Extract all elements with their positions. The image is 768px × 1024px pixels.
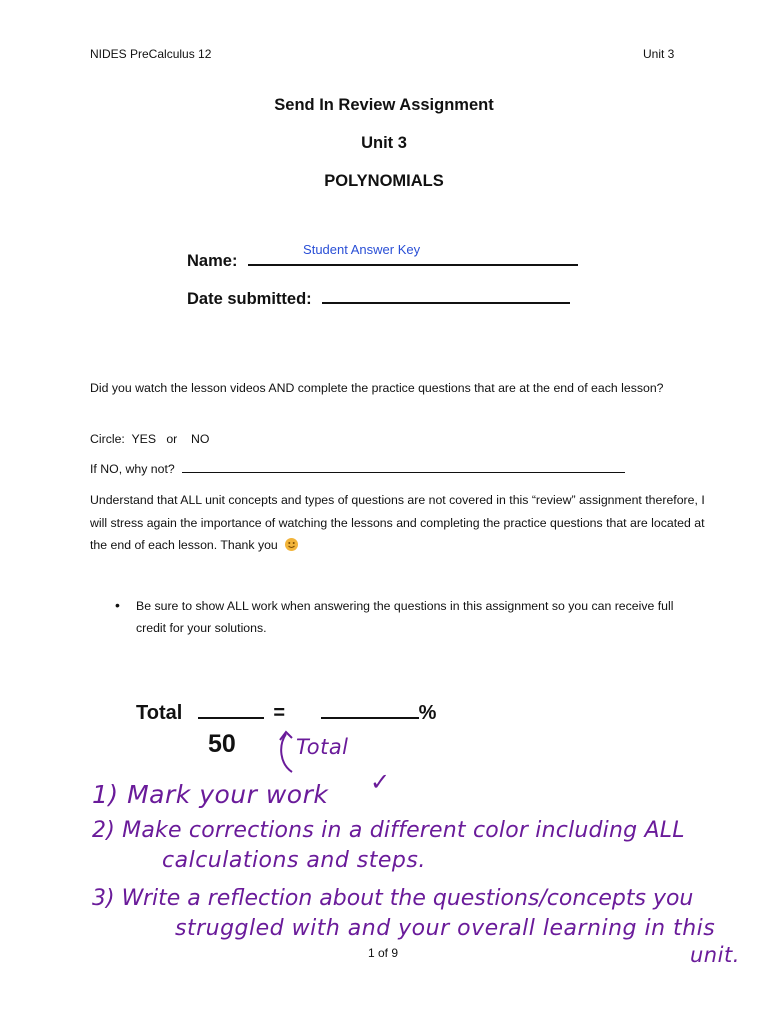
total-row	[136, 697, 436, 725]
step-1: 1) Mark your work	[92, 780, 329, 809]
step-3b: struggled with and your overall learning in this	[175, 916, 716, 941]
circle-label: Circle:	[90, 432, 125, 446]
why-not-row	[90, 458, 710, 481]
total-percent-line[interactable]	[321, 697, 419, 719]
total-score-line[interactable]	[198, 697, 264, 719]
date-label: Date submitted:	[187, 290, 312, 308]
name-label: Name:	[187, 252, 238, 270]
smiley-icon	[285, 538, 298, 551]
total-denominator: 50	[208, 730, 236, 758]
why-not-line[interactable]	[182, 460, 625, 473]
step-3c: unit.	[690, 943, 740, 967]
step-2a: 2) Make corrections in a different color including ALL	[92, 818, 685, 843]
header-unit: Unit 3	[643, 47, 675, 61]
step-3a: 3) Write a reflection about the questions/concepts you	[92, 886, 694, 911]
doc-topic: POLYNOMIALS	[324, 172, 444, 190]
understand-text: Understand that ALL unit concepts and types of questions are not covered in this “review” assignment therefore, I will stress again the importance of watching the lessons and completing the practice questions that are located at the end of each lesson. Thank you	[90, 493, 705, 552]
total-percent: %	[418, 702, 437, 724]
date-line[interactable]	[322, 284, 570, 304]
circle-row	[90, 428, 710, 451]
no-option[interactable]: NO	[190, 432, 210, 446]
watched-question: Did you watch the lesson videos AND complete the practice questions that are at the end of each lesson?	[90, 381, 664, 395]
name-line[interactable]	[248, 242, 578, 266]
bullet-icon: •	[115, 597, 120, 613]
name-value: Student Answer Key	[303, 242, 421, 257]
page-number: 1 of 9	[368, 946, 399, 960]
doc-title: Send In Review Assignment	[274, 96, 494, 114]
total-note: Total	[296, 735, 349, 759]
total-label: Total	[136, 702, 183, 724]
total-equals: =	[273, 702, 286, 724]
date-field	[187, 284, 570, 309]
step-2b: calculations and steps.	[162, 848, 426, 873]
check-icon: ✓	[370, 768, 391, 796]
understand-paragraph	[90, 489, 710, 557]
why-not-label: If NO, why not?	[90, 462, 175, 476]
name-field	[187, 242, 578, 271]
or-text: or	[166, 432, 178, 446]
bullet-text: Be sure to show ALL work when answering the questions in this assignment so you can receive full credit for your solutions.	[136, 599, 674, 635]
yes-option[interactable]: YES	[131, 432, 157, 446]
header-course: NIDES PreCalculus 12	[90, 47, 212, 61]
doc-unit: Unit 3	[361, 134, 407, 152]
